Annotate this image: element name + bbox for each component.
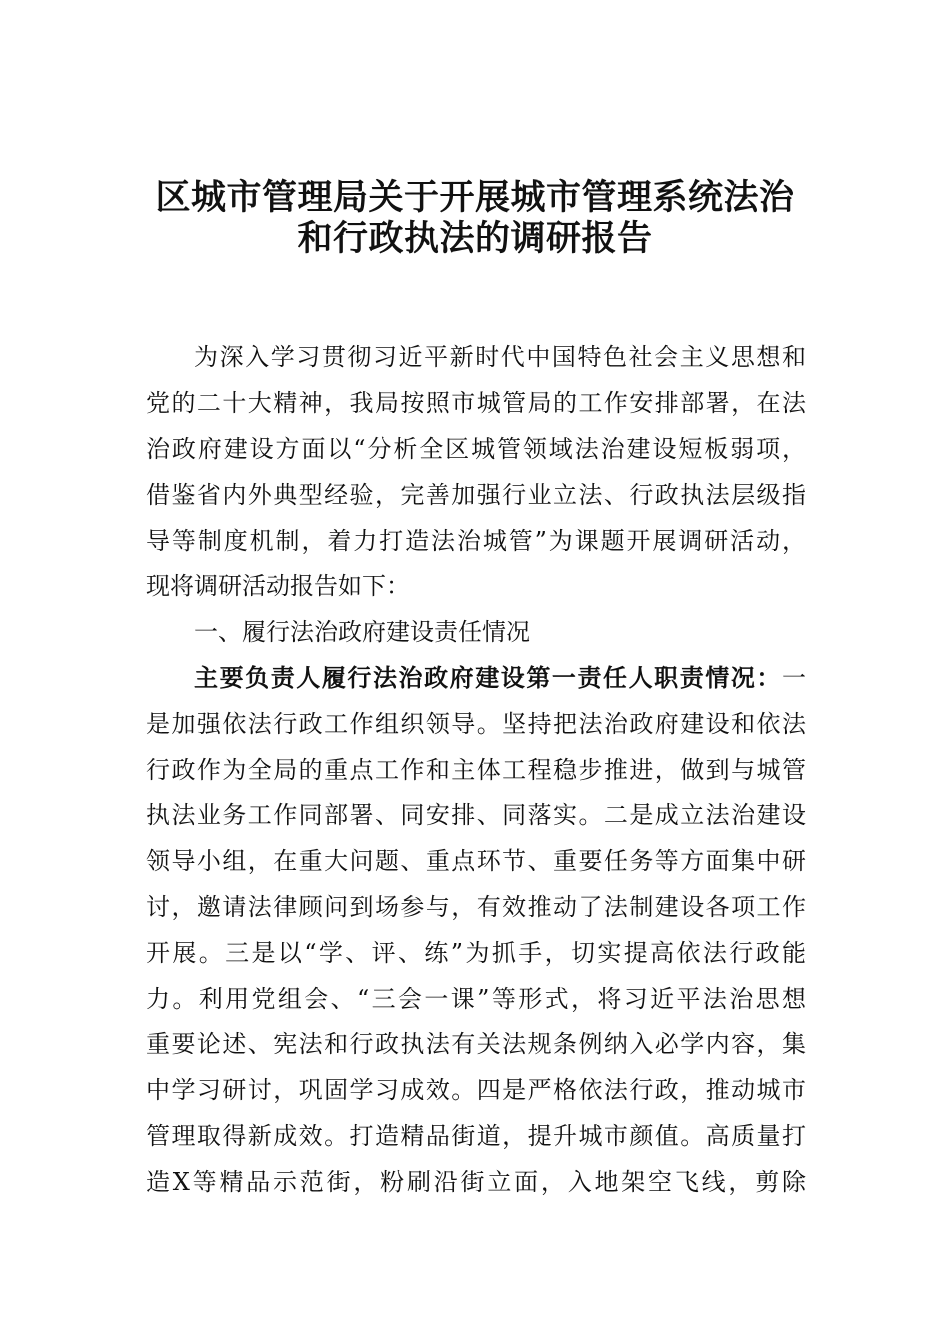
- intro-paragraph-line: 治政府建设方面以“分析全区城管领域法治建设短板弱项，: [146, 435, 806, 463]
- body-first-line-rest: 一: [782, 664, 806, 692]
- intro-paragraph-line: 为深入学习贯彻习近平新时代中国特色社会主义思想和: [194, 343, 806, 371]
- intro-paragraph-line: 借鉴省内外典型经验，完善加强行业立法、行政执法层级指: [146, 481, 806, 509]
- body-paragraph-line: 重要论述、宪法和行政执法有关法规条例纳入必学内容，集: [146, 1030, 806, 1058]
- section-heading: 一、履行法治政府建设责任情况: [194, 618, 530, 646]
- document-title-line-1: 区城市管理局关于开展城市管理系统法治: [155, 178, 795, 218]
- intro-paragraph-line: 导等制度机制，着力打造法治城管”为课题开展调研活动，: [146, 527, 806, 555]
- body-paragraph-line: 力。利用党组会、“三会一课”等形式，将习近平法治思想: [146, 985, 806, 1013]
- body-paragraph-line: 领导小组，在重大问题、重点环节、重要任务等方面集中研: [146, 847, 806, 875]
- body-paragraph-line: 中学习研讨，巩固学习成效。四是严格依法行政，推动城市: [146, 1076, 806, 1104]
- body-paragraph-line: 行政作为全局的重点工作和主体工程稳步推进，做到与城管: [146, 756, 806, 784]
- intro-paragraph-line: 党的二十大精神，我局按照市城管局的工作安排部署，在法: [146, 389, 806, 417]
- document-title-line-2: 和行政执法的调研报告: [297, 219, 653, 259]
- intro-paragraph-line: 现将调研活动报告如下：: [146, 572, 410, 600]
- body-paragraph-line: 造X等精品示范街，粉刷沿街立面，入地架空飞线，剪除: [146, 1168, 806, 1196]
- body-bold-lead: 主要负责人履行法治政府建设第一责任人职责情况：: [194, 663, 782, 692]
- body-paragraph-line: 讨，邀请法律顾问到场参与，有效推动了法制建设各项工作: [146, 893, 806, 921]
- body-paragraph-line: 开展。三是以“学、评、练”为抓手，切实提高依法行政能: [146, 939, 806, 967]
- body-paragraph-line: 管理取得新成效。打造精品街道，提升城市颜值。高质量打: [146, 1122, 806, 1150]
- body-paragraph-first-line: [194, 655, 806, 701]
- body-paragraph-line: 执法业务工作同部署、同安排、同落实。二是成立法治建设: [146, 801, 806, 829]
- body-paragraph-line: 是加强依法行政工作组织领导。坚持把法治政府建设和依法: [146, 710, 806, 738]
